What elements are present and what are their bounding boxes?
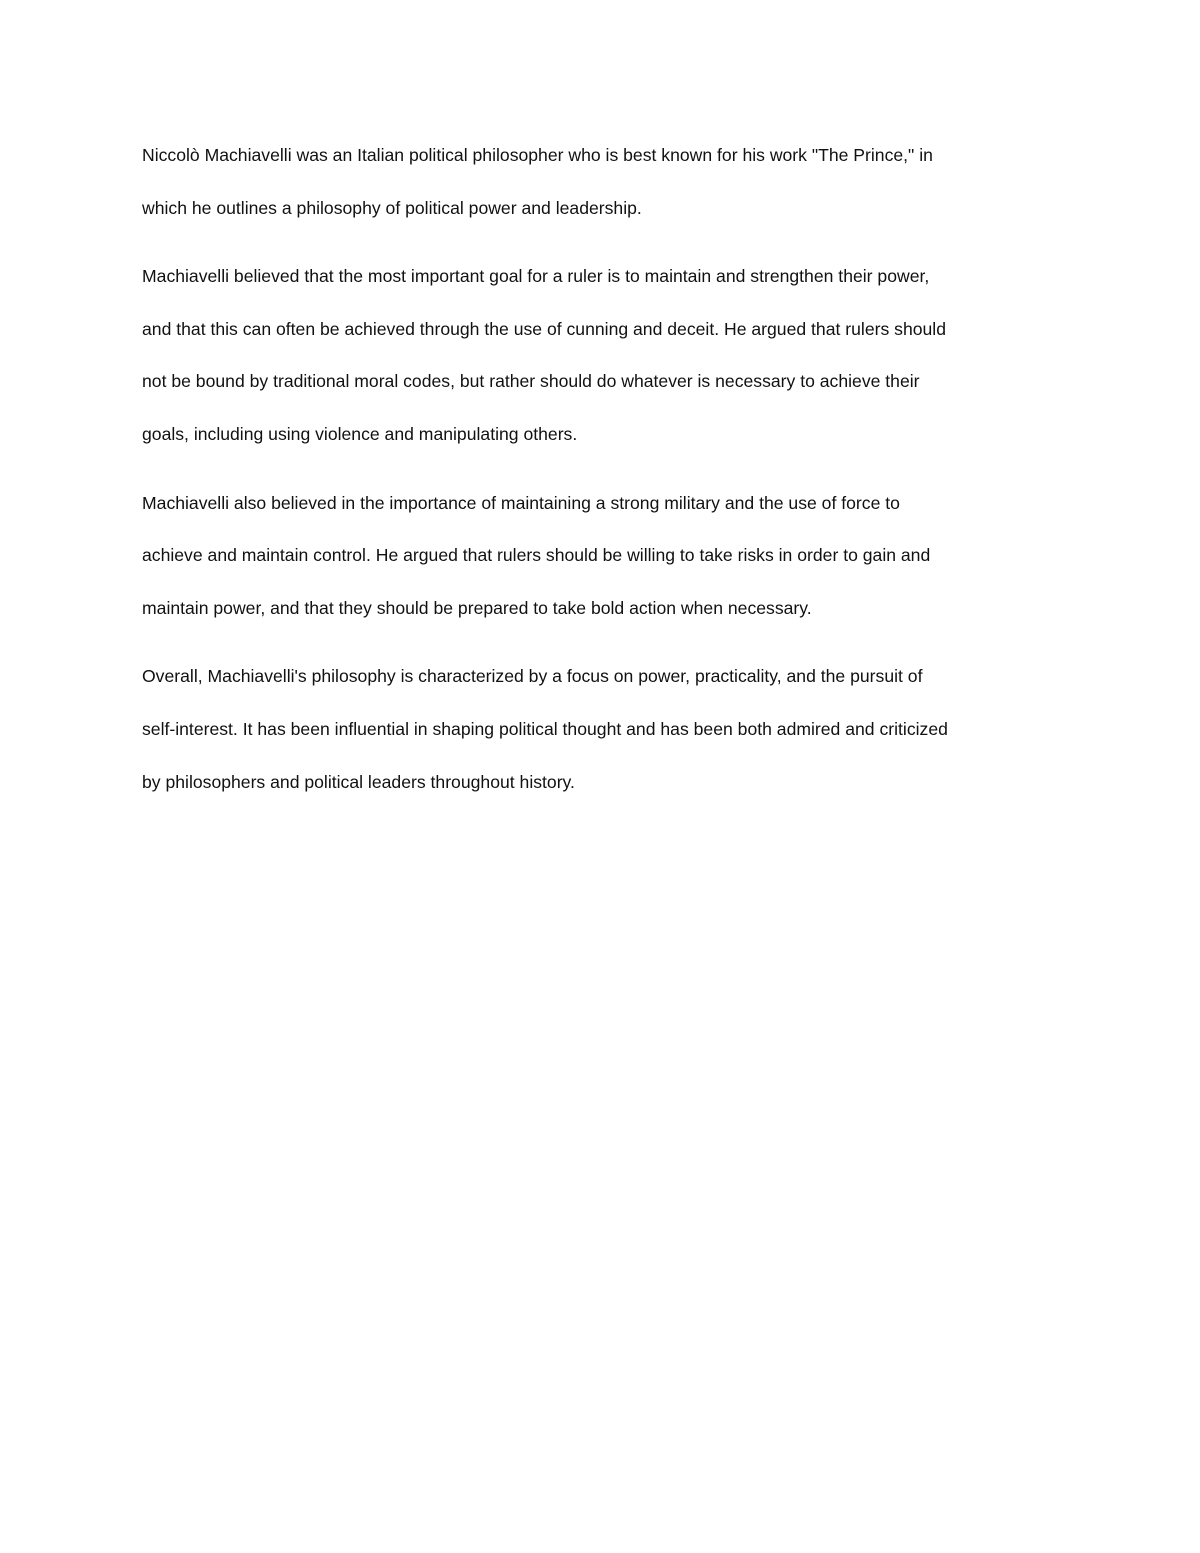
text-line: and that this can often be achieved through the use of cunning and deceit. He argued that rulers should (142, 318, 947, 339)
document-body (142, 129, 1072, 824)
text-line: which he outlines a philosophy of political power and leadership. (142, 197, 642, 218)
text-line: maintain power, and that they should be prepared to take bold action when necessary. (142, 597, 812, 618)
text-line: Machiavelli also believed in the importance of maintaining a strong military and the use of force to (142, 492, 900, 513)
text-line: Machiavelli believed that the most important goal for a ruler is to maintain and strengthen their power, (142, 266, 930, 287)
paragraph-military (142, 477, 1072, 635)
text-line: self-interest. It has been influential in shaping political thought and has been both admired and criticized (142, 718, 948, 739)
text-line: Overall, Machiavelli's philosophy is characterized by a focus on power, practicality, and the pursuit of (142, 666, 923, 687)
paragraph-power-goal (142, 250, 1072, 460)
text-line: achieve and maintain control. He argued that rulers should be willing to take risks in order to gain and (142, 545, 931, 566)
text-line: Niccolò Machiavelli was an Italian political philosopher who is best known for his work "The Prince," in (142, 145, 933, 165)
paragraph-intro (142, 129, 1072, 234)
paragraph-overall (142, 650, 1072, 808)
text-line: not be bound by traditional moral codes, but rather should do whatever is necessary to achieve their (142, 371, 920, 392)
text-line: goals, including using violence and manipulating others. (142, 423, 578, 444)
text-line: by philosophers and political leaders throughout history. (142, 771, 575, 792)
